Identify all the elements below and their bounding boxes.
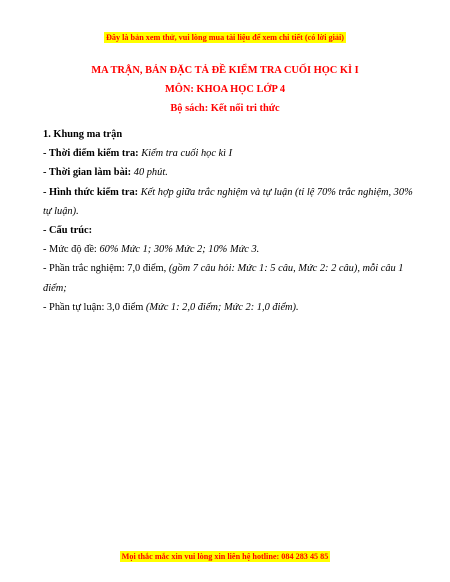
document-title: MA TRẬN, BẢN ĐẶC TẢ ĐỀ KIỂM TRA CUỐI HỌC KÌ I [91,65,359,76]
difficulty-prefix: - Mức độ đề: [43,244,97,256]
exam-form-line [43,183,413,221]
section-heading: 1. Khung ma trận [43,129,123,140]
preview-notice-text: Đây là bản xem thử, vui lòng mua tài liệu để xem chi tiết (có lời giải) [105,33,344,42]
exam-time-value: Kiểm tra cuối học kì I [141,148,233,160]
document-body [43,125,413,317]
difficulty-value: 60% Mức 1; 30% Mức 2; 10% Mức 3. [99,244,260,256]
duration-value: 40 phút. [133,167,168,179]
hotline-banner [0,546,450,564]
duration-line [43,163,413,182]
subject-title: MÔN: KHOA HỌC LỚP 4 [164,84,286,95]
essay-value: (Mức 1: 2,0 điểm; Mức 2: 1,0 điểm). [145,301,299,313]
essay-prefix: - Phần tự luận: 3,0 điểm [43,301,144,313]
essay-line [43,298,413,317]
mcq-line [43,259,413,297]
duration-label: - Thời gian làm bài: [43,167,132,179]
mcq-prefix: - Phần trắc nghiệm: 7,0 điểm, [43,263,167,275]
exam-time-label: - Thời điểm kiểm tra: [43,148,139,160]
structure-label: - Cấu trúc: [43,225,93,237]
exam-time-line [43,144,413,163]
exam-form-value: Kết hợp giữa trắc nghiệm và tự luận (tỉ lệ 70% trắc nghiệm, 30% tự luận). [43,186,413,217]
textbook-title: Bộ sách: Kết nối tri thức [170,103,280,114]
hotline-text: Mọi thắc mắc xin vui lòng xin liên hệ hotline: 084 283 45 85 [121,552,329,561]
mcq-value: (gồm 7 câu hỏi: Mức 1: 5 câu, Mức 2: 2 câu), mỗi câu 1 điểm; [43,263,404,294]
preview-notice-banner [0,27,450,45]
exam-form-label: - Hình thức kiểm tra: [43,186,139,198]
difficulty-line [43,240,413,259]
